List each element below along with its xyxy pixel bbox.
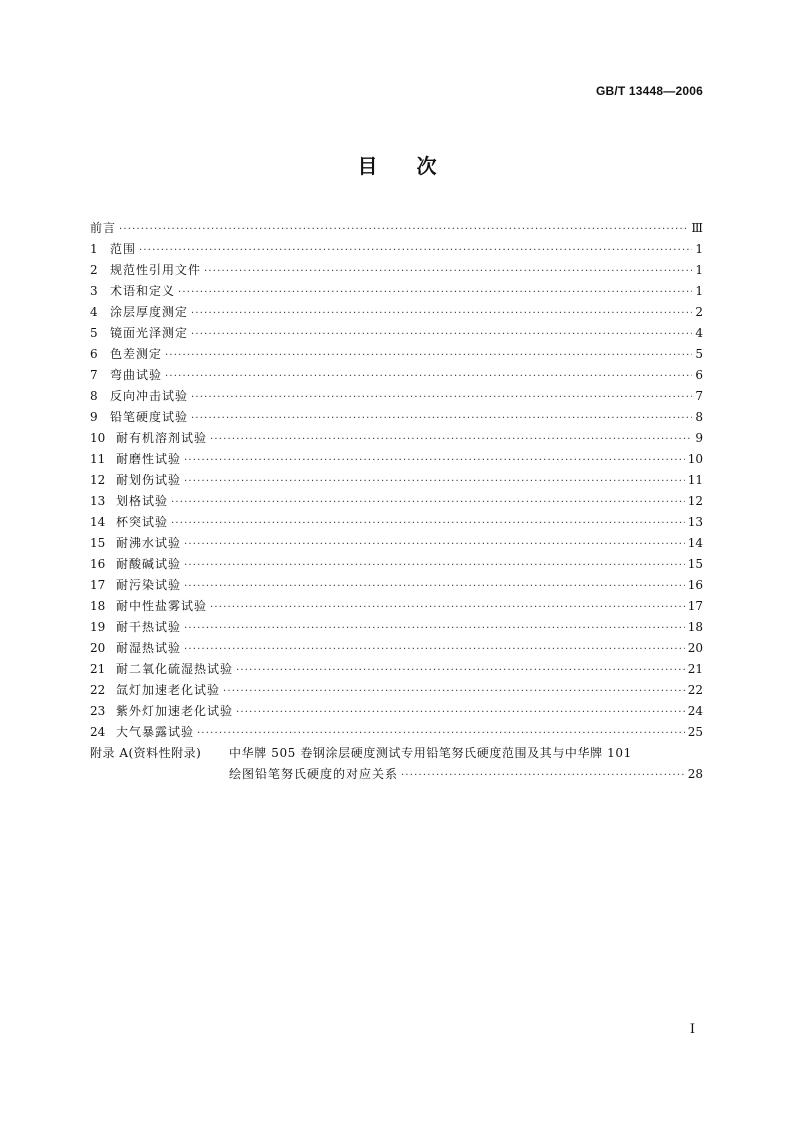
annex-title-line2: 绘图铅笔努氏硬度的对应关系 bbox=[229, 767, 399, 781]
toc-entry-label: 紫外灯加速老化试验 bbox=[116, 704, 234, 718]
toc-entry[interactable] bbox=[90, 617, 703, 638]
toc-entry-number: 7 bbox=[90, 368, 98, 382]
dot-leader bbox=[119, 219, 688, 240]
toc-entry[interactable] bbox=[90, 302, 703, 323]
dot-leader bbox=[191, 408, 692, 429]
toc-entry-label: 耐污染试验 bbox=[116, 578, 182, 592]
standard-code: GB/T 13448—2006 bbox=[595, 84, 703, 98]
dot-leader bbox=[401, 765, 685, 786]
toc-entry-label: 耐湿热试验 bbox=[116, 641, 182, 655]
toc-entry-number: 5 bbox=[90, 326, 98, 340]
toc-entry[interactable] bbox=[90, 344, 703, 365]
toc-entry[interactable] bbox=[90, 239, 703, 260]
toc-entry-page: 1 bbox=[695, 263, 703, 277]
toc-entry[interactable] bbox=[90, 554, 703, 575]
toc-entry-page: 1 bbox=[695, 284, 703, 298]
toc-entry-page: 22 bbox=[687, 683, 703, 697]
toc-entry-number: 8 bbox=[90, 389, 98, 403]
toc-entry-number: 14 bbox=[90, 515, 106, 529]
toc-entry-label: 铅笔硬度试验 bbox=[110, 410, 189, 424]
toc-entry-number: 1 bbox=[90, 242, 98, 256]
toc-entry[interactable] bbox=[90, 218, 703, 239]
toc-entry-page: 5 bbox=[695, 347, 703, 361]
toc-entry-label: 色差测定 bbox=[110, 347, 163, 361]
toc-entry[interactable] bbox=[90, 533, 703, 554]
table-of-contents bbox=[90, 218, 703, 785]
toc-entry-label: 前言 bbox=[90, 221, 117, 235]
toc-entry-label: 涂层厚度测定 bbox=[110, 305, 189, 319]
toc-entry-page: 9 bbox=[695, 431, 703, 445]
dot-leader bbox=[184, 534, 685, 555]
dot-leader bbox=[191, 387, 692, 408]
toc-entry[interactable] bbox=[90, 260, 703, 281]
dot-leader bbox=[191, 303, 692, 324]
toc-entry[interactable] bbox=[90, 680, 703, 701]
dot-leader bbox=[210, 429, 692, 450]
toc-entry-number: 3 bbox=[90, 284, 98, 298]
toc-entry-page: 10 bbox=[687, 452, 703, 466]
toc-entry-page: 7 bbox=[695, 389, 703, 403]
title-char-left: 目 bbox=[357, 154, 378, 178]
dot-leader bbox=[184, 576, 685, 597]
toc-entry-label: 大气暴露试验 bbox=[116, 725, 195, 739]
toc-entry-number: 12 bbox=[90, 473, 106, 487]
page-title bbox=[0, 150, 794, 179]
toc-entry[interactable] bbox=[90, 407, 703, 428]
dot-leader bbox=[197, 723, 685, 744]
toc-entry-label: 镜面光泽测定 bbox=[110, 326, 189, 340]
toc-entry-number: 19 bbox=[90, 620, 106, 634]
toc-entry-label: 耐中性盐雾试验 bbox=[116, 599, 208, 613]
toc-entry-page: 1 bbox=[695, 242, 703, 256]
toc-entry[interactable] bbox=[90, 491, 703, 512]
toc-entry-page: 20 bbox=[687, 641, 703, 655]
toc-entry-label: 氙灯加速老化试验 bbox=[116, 683, 221, 697]
toc-entry-page: 16 bbox=[687, 578, 703, 592]
footer-page-number: I bbox=[689, 1022, 695, 1037]
toc-entry-page: 18 bbox=[687, 620, 703, 634]
toc-entry-label: 划格试验 bbox=[116, 494, 169, 508]
toc-entry[interactable] bbox=[90, 281, 703, 302]
toc-entry-page: 15 bbox=[687, 557, 703, 571]
toc-entry[interactable] bbox=[90, 512, 703, 533]
dot-leader bbox=[184, 471, 685, 492]
dot-leader bbox=[191, 324, 692, 345]
toc-entry-page: 6 bbox=[695, 368, 703, 382]
dot-leader bbox=[223, 681, 685, 702]
toc-entry[interactable] bbox=[90, 365, 703, 386]
toc-entry[interactable] bbox=[90, 701, 703, 722]
dot-leader bbox=[184, 639, 685, 660]
toc-entry[interactable] bbox=[90, 470, 703, 491]
dot-leader bbox=[236, 660, 685, 681]
toc-entry-label: 弯曲试验 bbox=[110, 368, 163, 382]
annex-prefix: 附录 A(资料性附录) bbox=[90, 746, 202, 760]
dot-leader bbox=[165, 345, 692, 366]
toc-entry-label: 耐二氧化硫湿热试验 bbox=[116, 662, 234, 676]
toc-entry-number: 9 bbox=[90, 410, 98, 424]
toc-entry-page: 2 bbox=[695, 305, 703, 319]
toc-entry-label: 耐磨性试验 bbox=[116, 452, 182, 466]
toc-entry-label: 耐干热试验 bbox=[116, 620, 182, 634]
toc-entry[interactable] bbox=[90, 386, 703, 407]
toc-entry-page: 24 bbox=[687, 704, 703, 718]
dot-leader bbox=[165, 366, 692, 387]
toc-entry-number: 10 bbox=[90, 431, 106, 445]
toc-entry-page: 17 bbox=[687, 599, 703, 613]
toc-entry-page: 14 bbox=[687, 536, 703, 550]
dot-leader bbox=[184, 555, 685, 576]
toc-entry[interactable] bbox=[90, 428, 703, 449]
dot-leader bbox=[236, 702, 685, 723]
dot-leader bbox=[171, 513, 685, 534]
dot-leader bbox=[171, 492, 685, 513]
toc-entry-number: 2 bbox=[90, 263, 98, 277]
toc-entry[interactable] bbox=[90, 722, 703, 743]
toc-entry-page: 25 bbox=[687, 725, 703, 739]
toc-entry[interactable] bbox=[90, 638, 703, 659]
toc-entry-number: 21 bbox=[90, 662, 106, 676]
toc-entry-number: 11 bbox=[90, 452, 106, 466]
annex-title-line1: 中华牌 505 卷钢涂层硬度测试专用铅笔努氏硬度范围及其与中华牌 101 bbox=[229, 746, 632, 760]
toc-entry-page: 11 bbox=[687, 473, 703, 487]
dot-leader bbox=[178, 282, 692, 303]
toc-entry-number: 17 bbox=[90, 578, 106, 592]
toc-entry-label: 范围 bbox=[110, 242, 137, 256]
toc-entry-label: 术语和定义 bbox=[110, 284, 176, 298]
toc-annex-entry[interactable] bbox=[90, 743, 703, 764]
toc-entry-label: 耐有机溶剂试验 bbox=[116, 431, 208, 445]
toc-entry-page: 4 bbox=[695, 326, 703, 340]
toc-entry-number: 16 bbox=[90, 557, 106, 571]
toc-entry-page: 12 bbox=[687, 494, 703, 508]
toc-entry[interactable] bbox=[90, 596, 703, 617]
toc-entry-number: 13 bbox=[90, 494, 106, 508]
toc-entry[interactable] bbox=[90, 323, 703, 344]
toc-annex-entry-line2[interactable] bbox=[90, 764, 703, 785]
title-char-right: 次 bbox=[416, 154, 437, 178]
toc-entry-label: 耐沸水试验 bbox=[116, 536, 182, 550]
toc-entry-label: 反向冲击试验 bbox=[110, 389, 189, 403]
dot-leader bbox=[139, 240, 692, 261]
toc-entry-page: 13 bbox=[687, 515, 703, 529]
toc-entry-page: 8 bbox=[695, 410, 703, 424]
toc-entry-number: 24 bbox=[90, 725, 106, 739]
toc-entry-page: Ⅲ bbox=[691, 221, 703, 235]
annex-page-number: 28 bbox=[687, 767, 703, 781]
toc-entry-number: 20 bbox=[90, 641, 106, 655]
toc-entry-label: 规范性引用文件 bbox=[110, 263, 202, 277]
toc-entry-label: 耐划伤试验 bbox=[116, 473, 182, 487]
dot-leader bbox=[204, 261, 692, 282]
toc-entry[interactable] bbox=[90, 659, 703, 680]
toc-entries bbox=[90, 218, 703, 743]
toc-entry-label: 耐酸碱试验 bbox=[116, 557, 182, 571]
dot-leader bbox=[210, 597, 685, 618]
toc-entry[interactable] bbox=[90, 449, 703, 470]
toc-entry-number: 15 bbox=[90, 536, 106, 550]
dot-leader bbox=[184, 450, 685, 471]
toc-entry-number: 4 bbox=[90, 305, 98, 319]
dot-leader bbox=[184, 618, 685, 639]
toc-entry-number: 18 bbox=[90, 599, 106, 613]
toc-entry-label: 杯突试验 bbox=[116, 515, 169, 529]
toc-entry-number: 22 bbox=[90, 683, 106, 697]
toc-entry[interactable] bbox=[90, 575, 703, 596]
toc-entry-number: 23 bbox=[90, 704, 106, 718]
toc-entry-page: 21 bbox=[687, 662, 703, 676]
toc-entry-number: 6 bbox=[90, 347, 98, 361]
